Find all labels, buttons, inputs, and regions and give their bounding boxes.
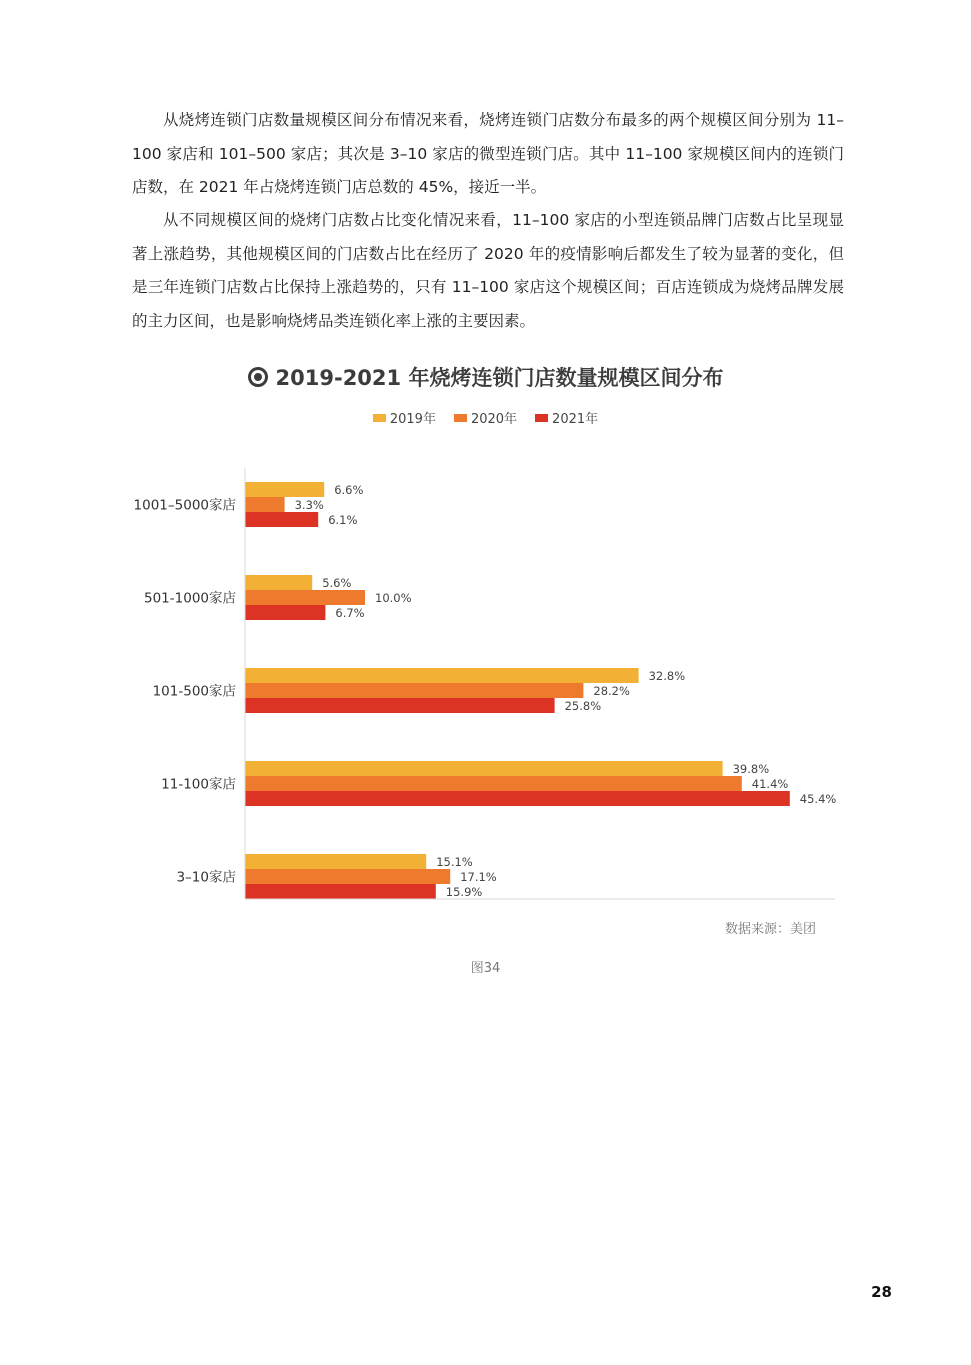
paragraph-1: 从烧烤连锁门店数量规模区间分布情况来看，烧烤连锁门店数分布最多的两个规模区间分别为 11–100 家店和 101–500 家店；其次是 3–10 家店的微型连锁门店。其中 11–100 家规模区间内的连锁门店数，在 2021 年占烧烤连锁门店总数的 45%，接近一半。 <box>132 111 844 196</box>
bar <box>245 869 450 884</box>
data-label: 15.9% <box>445 885 483 899</box>
category-label: 501-1000家店 <box>144 590 236 607</box>
bar <box>245 761 723 776</box>
data-label: 10.0% <box>375 591 412 605</box>
data-label: 32.8% <box>648 669 686 683</box>
bar <box>245 497 285 512</box>
data-label: 41.4% <box>751 777 789 791</box>
legend-swatch <box>535 414 548 422</box>
data-label: 5.6% <box>322 576 352 590</box>
category-label: 3–10家店 <box>176 869 236 886</box>
bar <box>245 683 583 698</box>
bar-chart <box>0 450 971 910</box>
data-label: 15.1% <box>436 855 473 869</box>
category-label: 1001–5000家店 <box>133 497 236 514</box>
category-label: 101-500家店 <box>152 683 236 700</box>
source-note: 数据来源：美团 <box>724 922 816 937</box>
chart-legend <box>0 408 971 427</box>
data-label: 6.7% <box>335 606 365 620</box>
legend-swatch <box>454 414 467 422</box>
target-icon <box>248 367 268 387</box>
bar <box>245 605 325 620</box>
data-label: 17.1% <box>460 870 497 884</box>
legend-label: 2020年 <box>470 412 518 427</box>
legend-item-2 <box>535 408 598 427</box>
page-number: 28 <box>871 1283 892 1301</box>
paragraph-2: 从不同规模区间的烧烤门店数占比变化情况来看，11–100 家店的小型连锁品牌门店数占比呈现显著上涨趋势，其他规模区间的门店数占比在经历了 2020 年的疫情影响后都发生了较为显著的变化，但是三年连锁门店数占比保持上涨趋势的，只有 11–100 家店这个规模区间；百店连锁成为烧烤品牌发展的主力区间，也是影响烧烤品类连锁化率上涨的主要因素。 <box>132 211 844 330</box>
legend-swatch <box>373 414 386 422</box>
chart-title-text: 2019-2021 年烧烤连锁门店数量规模区间分布 <box>275 366 724 390</box>
data-label: 25.8% <box>564 699 602 713</box>
data-label: 3.3% <box>294 498 324 512</box>
category-label: 11-100家店 <box>161 776 236 793</box>
bar <box>245 854 426 869</box>
bar <box>245 590 365 605</box>
data-label: 45.4% <box>799 792 837 806</box>
legend-label: 2019年 <box>389 412 436 427</box>
bar <box>245 776 742 791</box>
legend-label: 2021年 <box>552 412 599 427</box>
data-label: 39.8% <box>732 762 770 776</box>
chart-title <box>0 362 971 392</box>
data-label: 28.2% <box>593 684 630 698</box>
figure-caption: 图34 <box>470 961 501 976</box>
bar <box>245 791 790 806</box>
data-label: 6.1% <box>328 513 358 527</box>
data-label: 6.6% <box>334 483 364 497</box>
bar <box>245 575 312 590</box>
bar <box>245 884 436 899</box>
bar <box>245 512 318 527</box>
bar <box>245 698 555 713</box>
bar <box>245 668 639 683</box>
legend-item-0 <box>373 408 436 427</box>
bar <box>245 482 324 497</box>
legend-item-1 <box>454 408 517 427</box>
